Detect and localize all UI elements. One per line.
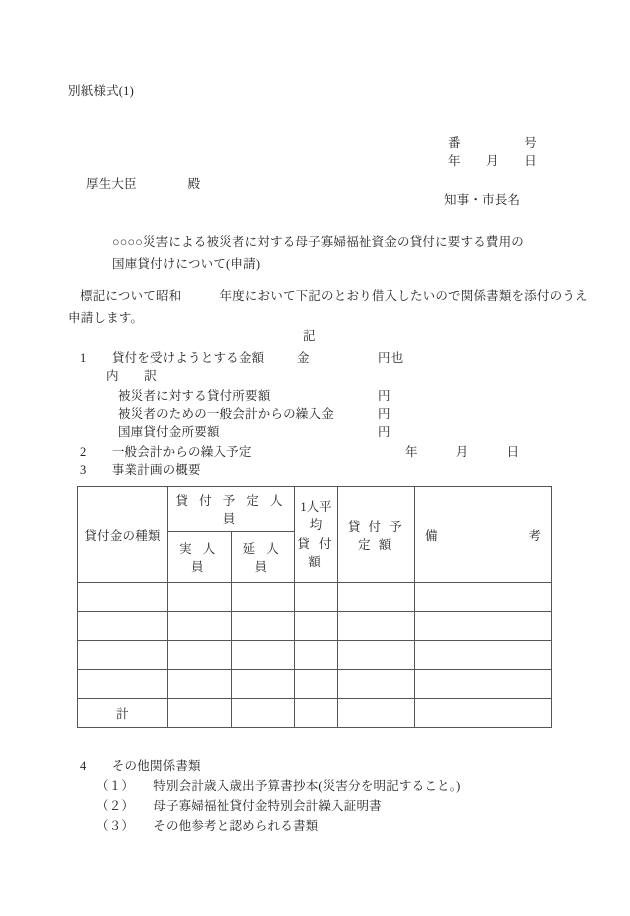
header-real-people: 実 人 員: [168, 532, 232, 583]
form-number: 別紙様式(1): [68, 84, 134, 98]
breakdown-item-1-label: 被災者に対する貸付所要額: [118, 389, 271, 403]
header-note-right: 考: [528, 528, 541, 543]
cell-planned-amount[interactable]: [338, 583, 415, 612]
header-planned-people-group: 貸 付 予 定 人 員: [168, 487, 295, 532]
cell-total-real-people[interactable]: [168, 699, 232, 728]
cell-real-people[interactable]: [168, 641, 232, 670]
cell-loan-kind[interactable]: [78, 670, 168, 699]
cell-note[interactable]: [415, 583, 552, 612]
item-4-label: 4 その他関係書類: [80, 759, 201, 773]
breakdown-item-1-unit: 円: [378, 389, 391, 403]
cell-total-planned-amount[interactable]: [338, 699, 415, 728]
header-average-loan-line1: 1人平均: [300, 500, 332, 533]
header-note: [415, 487, 552, 583]
cell-extended-people[interactable]: [231, 641, 295, 670]
cell-total-note[interactable]: [415, 699, 552, 728]
header-average-loan-line2: 貸 付 額: [297, 536, 335, 569]
cell-real-people[interactable]: [168, 583, 232, 612]
body-text-line2: 申請します。: [68, 311, 144, 325]
breakdown-label: 内 訳: [106, 369, 157, 383]
cell-note[interactable]: [415, 641, 552, 670]
header-planned-amount: 貸 付 予 定 額: [338, 487, 415, 583]
table-total-row[interactable]: [78, 699, 552, 728]
cell-extended-people[interactable]: [231, 612, 295, 641]
cell-extended-people[interactable]: [231, 583, 295, 612]
header-average-loan: [295, 487, 338, 583]
cell-loan-kind[interactable]: [78, 583, 168, 612]
cell-loan-kind[interactable]: [78, 641, 168, 670]
cell-average-loan[interactable]: [295, 670, 338, 699]
table-row[interactable]: [78, 641, 552, 670]
breakdown-item-3-unit: 円: [378, 425, 391, 439]
header-extended-people: 延 人 員: [231, 532, 295, 583]
header-loan-kind: 貸付金の種類: [78, 487, 168, 583]
cell-average-loan[interactable]: [295, 612, 338, 641]
breakdown-item-2-label: 被災者のための一般会計からの繰入金: [118, 407, 334, 421]
body-text-line1: 標記について昭和 年度において下記のとおり借入したいので関係書類を添付のうえ: [80, 289, 588, 303]
cell-total-average-loan[interactable]: [295, 699, 338, 728]
cell-real-people[interactable]: [168, 612, 232, 641]
document-title-line1: ○○○○災害による被災者に対する母子寡婦福祉資金の貸付に要する費用の: [112, 235, 525, 249]
business-plan-table: [77, 486, 552, 728]
breakdown-item-3-label: 国庫貸付金所要額: [118, 425, 220, 439]
issuer-name-label: 知事・市長名: [444, 193, 521, 207]
cell-average-loan[interactable]: [295, 583, 338, 612]
cell-total-extended-people[interactable]: [231, 699, 295, 728]
table-row[interactable]: [78, 612, 552, 641]
cell-planned-amount[interactable]: [338, 641, 415, 670]
cell-note[interactable]: [415, 612, 552, 641]
cell-note[interactable]: [415, 670, 552, 699]
ki-marker: 記: [303, 329, 316, 343]
item-2-date-label: 年 月 日: [405, 445, 520, 459]
document-number-label: 番 号: [448, 136, 537, 150]
cell-extended-people[interactable]: [231, 670, 295, 699]
item-2-label: 2 一般会計からの繰入予定: [80, 445, 252, 459]
breakdown-item-2-unit: 円: [378, 407, 391, 421]
cell-average-loan[interactable]: [295, 641, 338, 670]
attachment-item-2: （２） 母子寡婦福祉貸付金特別会計繰入証明書: [96, 799, 382, 813]
attachment-item-3: （３） その他参考と認められる書類: [96, 819, 319, 833]
item-1-label: 1 貸付を受けようとする金額: [80, 351, 265, 365]
cell-loan-kind[interactable]: [78, 612, 168, 641]
cell-real-people[interactable]: [168, 670, 232, 699]
header-note-left: 備: [425, 528, 438, 543]
cell-planned-amount[interactable]: [338, 612, 415, 641]
attachment-item-1: （１） 特別会計歳入歳出予算書抄本(災害分を明記すること。): [96, 779, 461, 793]
table-header-row-1: [78, 487, 552, 532]
item-1-currency-suffix: 円也: [378, 351, 404, 365]
document-title-line2: 国庫貸付けについて(申請): [112, 257, 261, 271]
cell-total-label: 計: [78, 699, 168, 728]
item-1-currency-prefix: 金: [297, 351, 310, 365]
table-row[interactable]: [78, 583, 552, 612]
cell-planned-amount[interactable]: [338, 670, 415, 699]
document-date-label: 年 月 日: [448, 154, 537, 168]
item-3-label: 3 事業計画の概要: [80, 463, 201, 477]
table-row[interactable]: [78, 670, 552, 699]
addressee-label: 厚生大臣 殿: [86, 177, 201, 191]
